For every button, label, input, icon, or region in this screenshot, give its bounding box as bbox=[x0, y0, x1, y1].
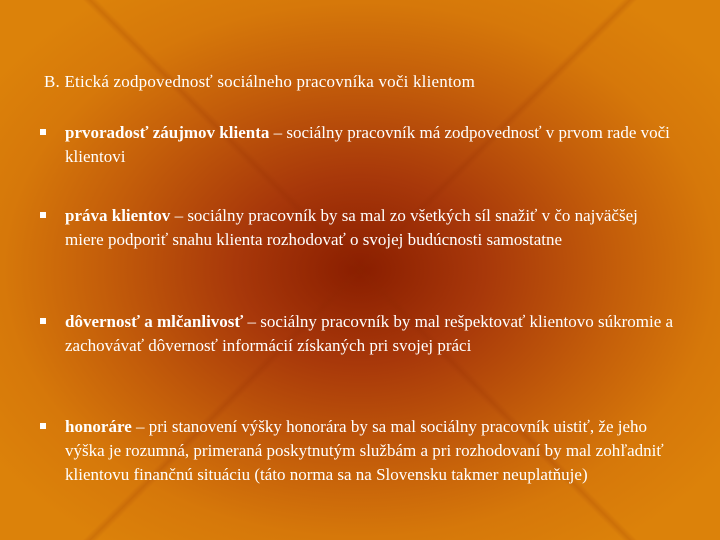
bullet-icon bbox=[40, 318, 46, 324]
list-item bbox=[65, 310, 680, 358]
bullet-icon bbox=[40, 129, 46, 135]
slide-title: B. Etická zodpovednosť sociálneho pracovníka voči klientom bbox=[44, 72, 476, 91]
item-text: – pri stanovení výšky honorára by sa mal sociálny pracovník uistiť, že jeho výška je rozumná, primeraná poskytnutým službám a pri rozhodovaní by mal zohľadniť klientovu finančnú situáciu (táto norma sa na Slovensku takmer neuplatňuje) bbox=[65, 417, 664, 484]
item-term: dôvernosť a mlčanlivosť bbox=[65, 312, 244, 331]
item-term: prvoradosť záujmov klienta bbox=[65, 123, 270, 142]
bullet-icon bbox=[40, 212, 46, 218]
item-term: práva klientov bbox=[65, 206, 171, 225]
item-text: – sociálny pracovník by sa mal zo všetkých síl snažiť v čo najväčšej miere podporiť snahu klienta rozhodovať o svojej budúcnosti samostatne bbox=[65, 206, 638, 249]
bullet-icon bbox=[40, 423, 46, 429]
list-item bbox=[65, 415, 680, 487]
item-text: – sociálny pracovník má zodpovednosť v prvom rade voči klientovi bbox=[65, 123, 670, 166]
list-item bbox=[65, 204, 680, 252]
item-term: honoráre bbox=[65, 417, 132, 436]
list-item bbox=[65, 121, 680, 169]
item-text: – sociálny pracovník by mal rešpektovať klientovo súkromie a zachovávať dôvernosť informácií získaných pri svojej práci bbox=[65, 312, 674, 355]
